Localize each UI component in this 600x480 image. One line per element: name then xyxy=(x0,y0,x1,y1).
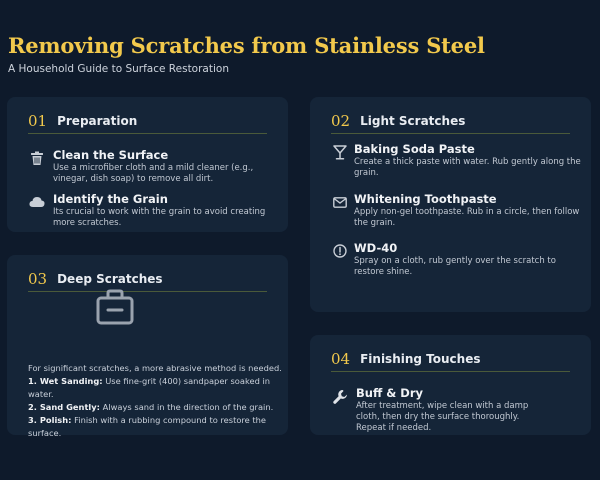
clean-surface-item xyxy=(29,148,279,185)
item-desc: Its crucial to work with the grain to avoid creating more scratches. xyxy=(53,207,266,228)
toolbox-icon xyxy=(96,289,134,325)
page-subtitle: A Household Guide to Surface Restoration xyxy=(8,63,229,75)
deep-scratches-header xyxy=(28,266,267,292)
section-title: Finishing Touches xyxy=(360,351,481,366)
item-desc: Create a thick paste with water. Rub gently along the grain. xyxy=(354,157,581,178)
deep-scratches-text xyxy=(28,362,290,440)
wrench-icon xyxy=(332,389,348,405)
item-desc: After treatment, wipe clean with a damp cloth, then dry the surface thoroughly. Repeat if needed. xyxy=(356,401,529,433)
item-title: Clean the Surface xyxy=(53,148,169,162)
glass-icon xyxy=(332,144,348,160)
envelope-icon xyxy=(332,194,348,210)
step-sand-gently: 2. Sand Gently: Always sand in the direction of the grain. xyxy=(28,402,274,412)
item-desc: Use a microfiber cloth and a mild cleaner (e.g., vinegar, dish soap) to remove all dirt. xyxy=(53,163,254,184)
item-desc: Spray on a cloth, rub gently over the scratch to restore shine. xyxy=(354,256,556,277)
page-title: Removing Scratches from Stainless Steel xyxy=(8,33,485,58)
section-title: Preparation xyxy=(57,113,138,128)
finishing-touches-card xyxy=(310,335,591,435)
wd40-item xyxy=(332,241,582,278)
item-title: WD-40 xyxy=(354,241,398,255)
item-desc: Apply non-gel toothpaste. Rub in a circle, then follow the grain. xyxy=(354,207,580,228)
preparation-card xyxy=(7,97,288,232)
identify-grain-item xyxy=(29,192,279,229)
light-scratches-header xyxy=(331,108,570,134)
section-number: 04 xyxy=(331,349,351,368)
section-number: 02 xyxy=(331,111,351,130)
section-number: 03 xyxy=(28,269,48,288)
cloud-icon xyxy=(29,194,45,210)
preparation-header xyxy=(28,108,267,134)
step-polish: 3. Polish: Finish with a rubbing compound to restore the surface. xyxy=(28,415,267,438)
alert-circle-icon xyxy=(332,243,348,259)
item-title: Baking Soda Paste xyxy=(354,142,475,156)
section-title: Light Scratches xyxy=(360,113,466,128)
section-title: Deep Scratches xyxy=(57,271,163,286)
item-title: Buff & Dry xyxy=(356,386,424,400)
trash-can-icon xyxy=(29,150,45,166)
item-title: Identify the Grain xyxy=(53,192,168,206)
light-scratches-card xyxy=(310,97,591,312)
toothpaste-item xyxy=(332,192,582,229)
finishing-touches-header xyxy=(331,346,570,372)
buff-dry-item xyxy=(332,386,582,434)
deep-intro: For significant scratches, a more abrasive method is needed. xyxy=(28,363,282,373)
deep-scratches-card xyxy=(7,255,288,438)
baking-soda-item xyxy=(332,142,582,179)
step-wet-sanding: 1. Wet Sanding: Use fine-grit (400) sandpaper soaked in water. xyxy=(28,376,271,399)
item-title: Whitening Toothpaste xyxy=(354,192,497,206)
section-number: 01 xyxy=(28,111,48,130)
